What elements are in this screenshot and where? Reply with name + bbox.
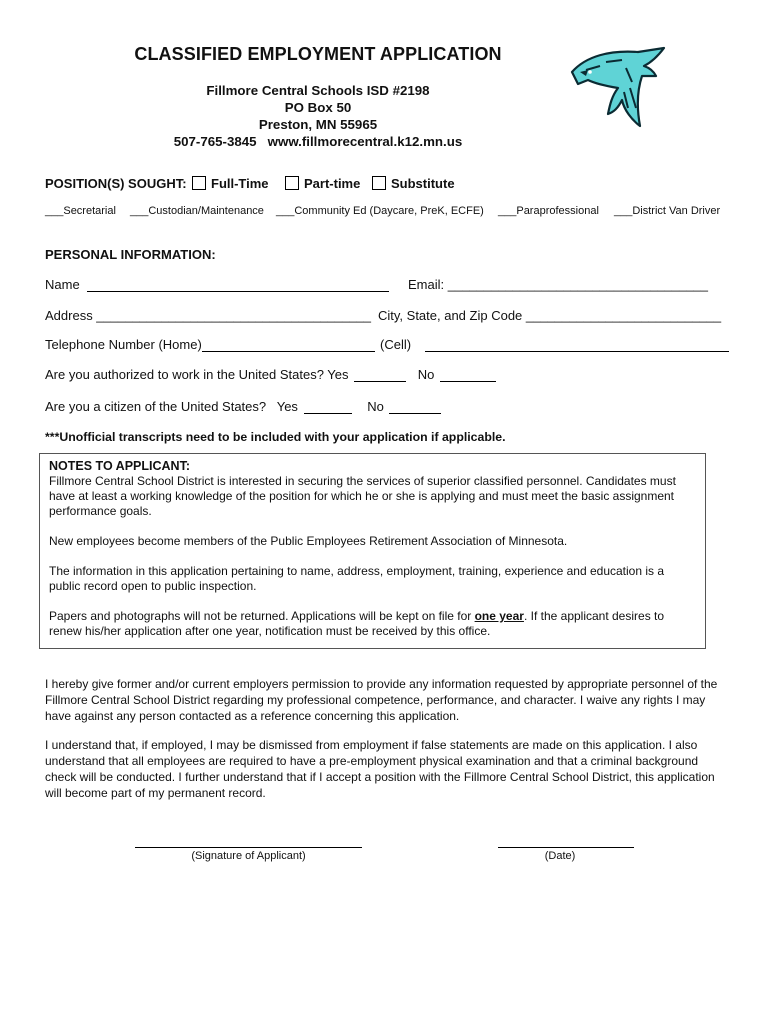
notes-to-applicant-box: [39, 453, 706, 649]
date-signature-line[interactable]: [498, 847, 634, 848]
role-paraprofessional[interactable]: ___Paraprofessional: [498, 205, 599, 217]
position-sought-row: [45, 176, 187, 191]
role-secretarial[interactable]: ___Secretarial: [45, 205, 116, 217]
authorized-yes-field[interactable]: [354, 368, 406, 382]
name-field[interactable]: [87, 278, 389, 292]
citizen-no-field[interactable]: [389, 400, 441, 414]
applicant-signature-line[interactable]: [135, 847, 362, 848]
notes-paragraph-2: New employees become members of the Public Employees Retirement Association of Minnesota.: [49, 534, 568, 548]
cell-phone-field[interactable]: [425, 338, 729, 352]
notes-paragraph-1: Fillmore Central School District is interested in securing the services of superior classified personnel. Candidates must have at least a working knowledge of the position for which he or she is applying and must meet the basic assignment performance goals.: [49, 474, 676, 518]
name-row: [45, 277, 389, 292]
authorized-row: [45, 367, 496, 382]
parttime-checkbox[interactable]: [285, 176, 299, 190]
role-van-driver[interactable]: ___District Van Driver: [614, 205, 721, 217]
falcon-logo-icon: [566, 42, 670, 138]
understanding-paragraph: I understand that, if employed, I may be dismissed from employment if false statements are made on this application. I also understand that all employees are required to have a pre-employment physical examination and that a criminal background check will be conducted. I further understand that if I accept a position with the Fillmore Central School District, this application will become part of my permanent record.: [45, 738, 715, 800]
citizen-yes-field[interactable]: [304, 400, 352, 414]
home-phone-label: Telephone Number (Home): [45, 337, 202, 352]
notes-p4-text-end: . If the applicant desires to renew his/her application after one year, notification must be received by this office.: [49, 609, 665, 638]
address-field[interactable]: Address ______________________________________: [45, 308, 372, 323]
district-name: Fillmore Central Schools ISD #2198: [206, 83, 430, 98]
substitute-label: Substitute: [391, 176, 455, 191]
notes-paragraph-3: The information in this application pertaining to name, address, employment, training, experience and education is a public record open to public inspection.: [49, 564, 665, 593]
position-sought-label: POSITION(S) SOUGHT:: [45, 176, 187, 191]
authorized-no-label: No: [417, 367, 435, 382]
role-custodian[interactable]: ___Custodian/Maintenance: [130, 205, 264, 217]
parttime-option[interactable]: [285, 176, 360, 191]
authorized-question: Are you authorized to work in the United States? Yes: [45, 367, 349, 382]
home-phone-field[interactable]: [202, 338, 375, 352]
authorized-no-field[interactable]: [440, 368, 496, 382]
form-title: CLASSIFIED EMPLOYMENT APPLICATION: [134, 44, 502, 64]
name-label: Name: [45, 277, 80, 292]
po-box: PO Box 50: [284, 100, 352, 115]
cell-phone-label: (Cell): [380, 337, 412, 352]
city-state-zip-field[interactable]: City, State, and Zip Code ___________________________: [378, 308, 722, 323]
personal-info-heading: PERSONAL INFORMATION:: [45, 247, 216, 262]
permission-paragraph: I hereby give former and/or current employers permission to provide any information requested by appropriate personnel of the Fillmore Central School District regarding my professional competence, performance, and character. I waive any rights I may have against any person contacted as a reference concerning this application.: [45, 677, 718, 723]
notes-p4-text: Papers and photographs will not be returned. Applications will be kept on file for: [49, 609, 475, 623]
transcripts-note: ***Unofficial transcripts need to be included with your application if applicable.: [45, 430, 506, 444]
fulltime-checkbox[interactable]: [192, 176, 206, 190]
role-community-ed[interactable]: ___Community Ed (Daycare, PreK, ECFE): [276, 205, 484, 217]
fulltime-option[interactable]: [192, 176, 269, 191]
notes-heading: NOTES TO APPLICANT:: [49, 459, 190, 473]
phone-website: 507-765-3845 www.fillmorecentral.k12.mn.us: [173, 134, 463, 149]
notes-paragraph-4: [49, 609, 696, 639]
city-state-zip: Preston, MN 55965: [258, 117, 378, 132]
fulltime-label: Full-Time: [211, 176, 269, 191]
substitute-checkbox[interactable]: [372, 176, 386, 190]
citizen-row: [45, 399, 441, 414]
citizen-question: Are you a citizen of the United States? Yes: [45, 399, 298, 414]
substitute-option[interactable]: [372, 176, 455, 191]
notes-p4-emphasis: one year: [474, 609, 524, 623]
email-field[interactable]: Email: ____________________________________: [408, 277, 709, 292]
cell-phone-row: [380, 337, 729, 352]
date-caption: (Date): [544, 850, 576, 862]
home-phone-row: [45, 337, 375, 352]
applicant-signature-caption: (Signature of Applicant): [191, 850, 306, 862]
parttime-label: Part-time: [304, 176, 361, 191]
citizen-no-label: No: [367, 399, 384, 414]
